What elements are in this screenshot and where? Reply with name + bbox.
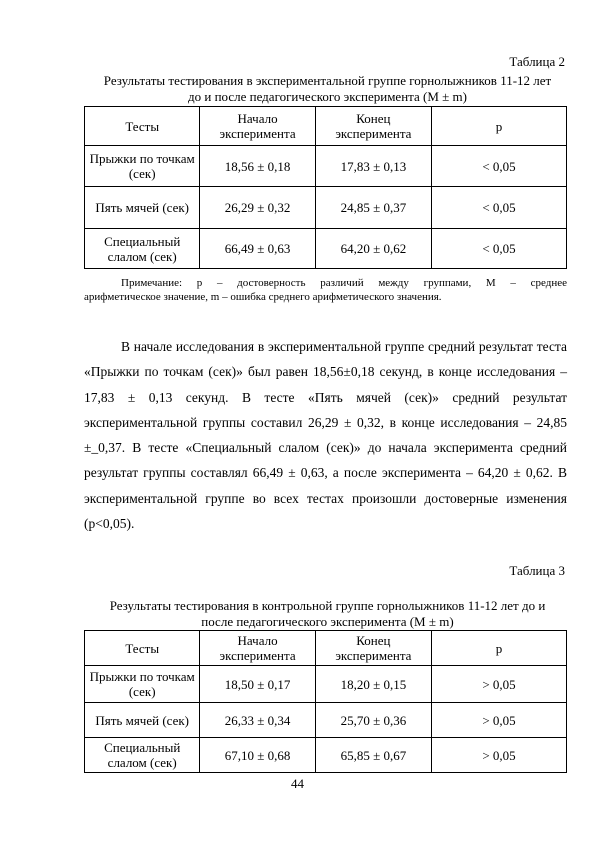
body-paragraph xyxy=(84,334,567,536)
table2-caption xyxy=(80,73,575,105)
table3-cell-start: 18,50 ± 0,17 xyxy=(200,666,315,703)
table2-cell-end: 17,83 ± 0,13 xyxy=(315,146,431,187)
table2-cell-p: < 0,05 xyxy=(432,229,567,269)
table2-cell-test: Специальный слалом (сек) xyxy=(85,229,200,269)
table3 xyxy=(84,630,567,773)
table3-cell-start: 67,10 ± 0,68 xyxy=(200,738,315,773)
page-number: 44 xyxy=(291,776,304,791)
table3-header-row xyxy=(85,631,567,666)
table3-cell-end: 18,20 ± 0,15 xyxy=(315,666,431,703)
table2-label: Таблица 2 xyxy=(509,54,565,69)
table-row xyxy=(85,666,567,703)
table2-cell-p: < 0,05 xyxy=(432,187,567,229)
note-line1: Примечание: p – достоверность различий между группами, M – среднее xyxy=(121,277,567,289)
table2-cell-test: Пять мячей (сек) xyxy=(85,187,200,229)
table-row xyxy=(85,738,567,773)
table3-caption-line1: Результаты тестирования в контрольной группе горнолыжников 11-12 лет до и xyxy=(109,598,546,613)
table-row xyxy=(85,146,567,187)
table3-cell-end: 65,85 ± 0,67 xyxy=(315,738,431,773)
table2-cell-start: 66,49 ± 0,63 xyxy=(200,229,315,269)
table3-header-end: Конец эксперимента xyxy=(315,631,431,666)
table2 xyxy=(84,106,567,269)
table-row xyxy=(85,187,567,229)
table2-cell-end: 64,20 ± 0,62 xyxy=(315,229,431,269)
table2-cell-start: 26,29 ± 0,32 xyxy=(200,187,315,229)
table2-cell-start: 18,56 ± 0,18 xyxy=(200,146,315,187)
table3-cell-test: Прыжки по точкам (сек) xyxy=(85,666,200,703)
table3-header-start: Начало эксперимента xyxy=(200,631,315,666)
table2-header-tests: Тесты xyxy=(85,107,200,146)
table3-cell-test: Специальный слалом (сек) xyxy=(85,738,200,773)
table2-header-start: Начало эксперимента xyxy=(200,107,315,146)
table2-caption-line1: Результаты тестирования в экспериментальной группе горнолыжников 11-12 лет xyxy=(103,73,552,88)
table-note xyxy=(84,276,567,304)
table-row xyxy=(85,703,567,738)
table2-cell-end: 24,85 ± 0,37 xyxy=(315,187,431,229)
table3-caption xyxy=(80,598,575,630)
table3-header-tests: Тесты xyxy=(85,631,200,666)
table2-header-row xyxy=(85,107,567,146)
table3-cell-test: Пять мячей (сек) xyxy=(85,703,200,738)
table3-cell-p: > 0,05 xyxy=(432,703,567,738)
note-line2: арифметическое значение, m – ошибка среднего арифметического значения. xyxy=(84,291,442,303)
paragraph-text: В начале исследования в экспериментальной группе средний результат теста «Прыжки по точкам (сек)» был равен 18,56±0,18 секунд, в конце исследования – 17,83 ± 0,13 секунд. В тесте «Пять мячей (сек)» средний результат экспериментальной группы составил 26,29 ± 0,32, в конце исследования – 24,85 ±_0,37. В тесте «Специальный слалом (сек)» до начала эксперимента средний результат группы составлял 66,49 ± 0,63, а после эксперимента – 64,20 ± 0,62. В экспериментальной группе во всех тестах произошли достоверные изменения (p<0,05). xyxy=(84,339,567,532)
table3-cell-p: > 0,05 xyxy=(432,738,567,773)
table2-cell-p: < 0,05 xyxy=(432,146,567,187)
table3-caption-line2: после педагогического эксперимента (M ± m) xyxy=(201,614,454,629)
table3-label: Таблица 3 xyxy=(509,563,565,578)
table3-header-p: p xyxy=(432,631,567,666)
table-row xyxy=(85,229,567,269)
table2-caption-line2: до и после педагогического эксперимента (M ± m) xyxy=(188,89,467,104)
table3-cell-p: > 0,05 xyxy=(432,666,567,703)
table2-header-end: Конец эксперимента xyxy=(315,107,431,146)
table3-cell-start: 26,33 ± 0,34 xyxy=(200,703,315,738)
table2-cell-test: Прыжки по точкам (сек) xyxy=(85,146,200,187)
table3-cell-end: 25,70 ± 0,36 xyxy=(315,703,431,738)
table2-header-p: p xyxy=(432,107,567,146)
